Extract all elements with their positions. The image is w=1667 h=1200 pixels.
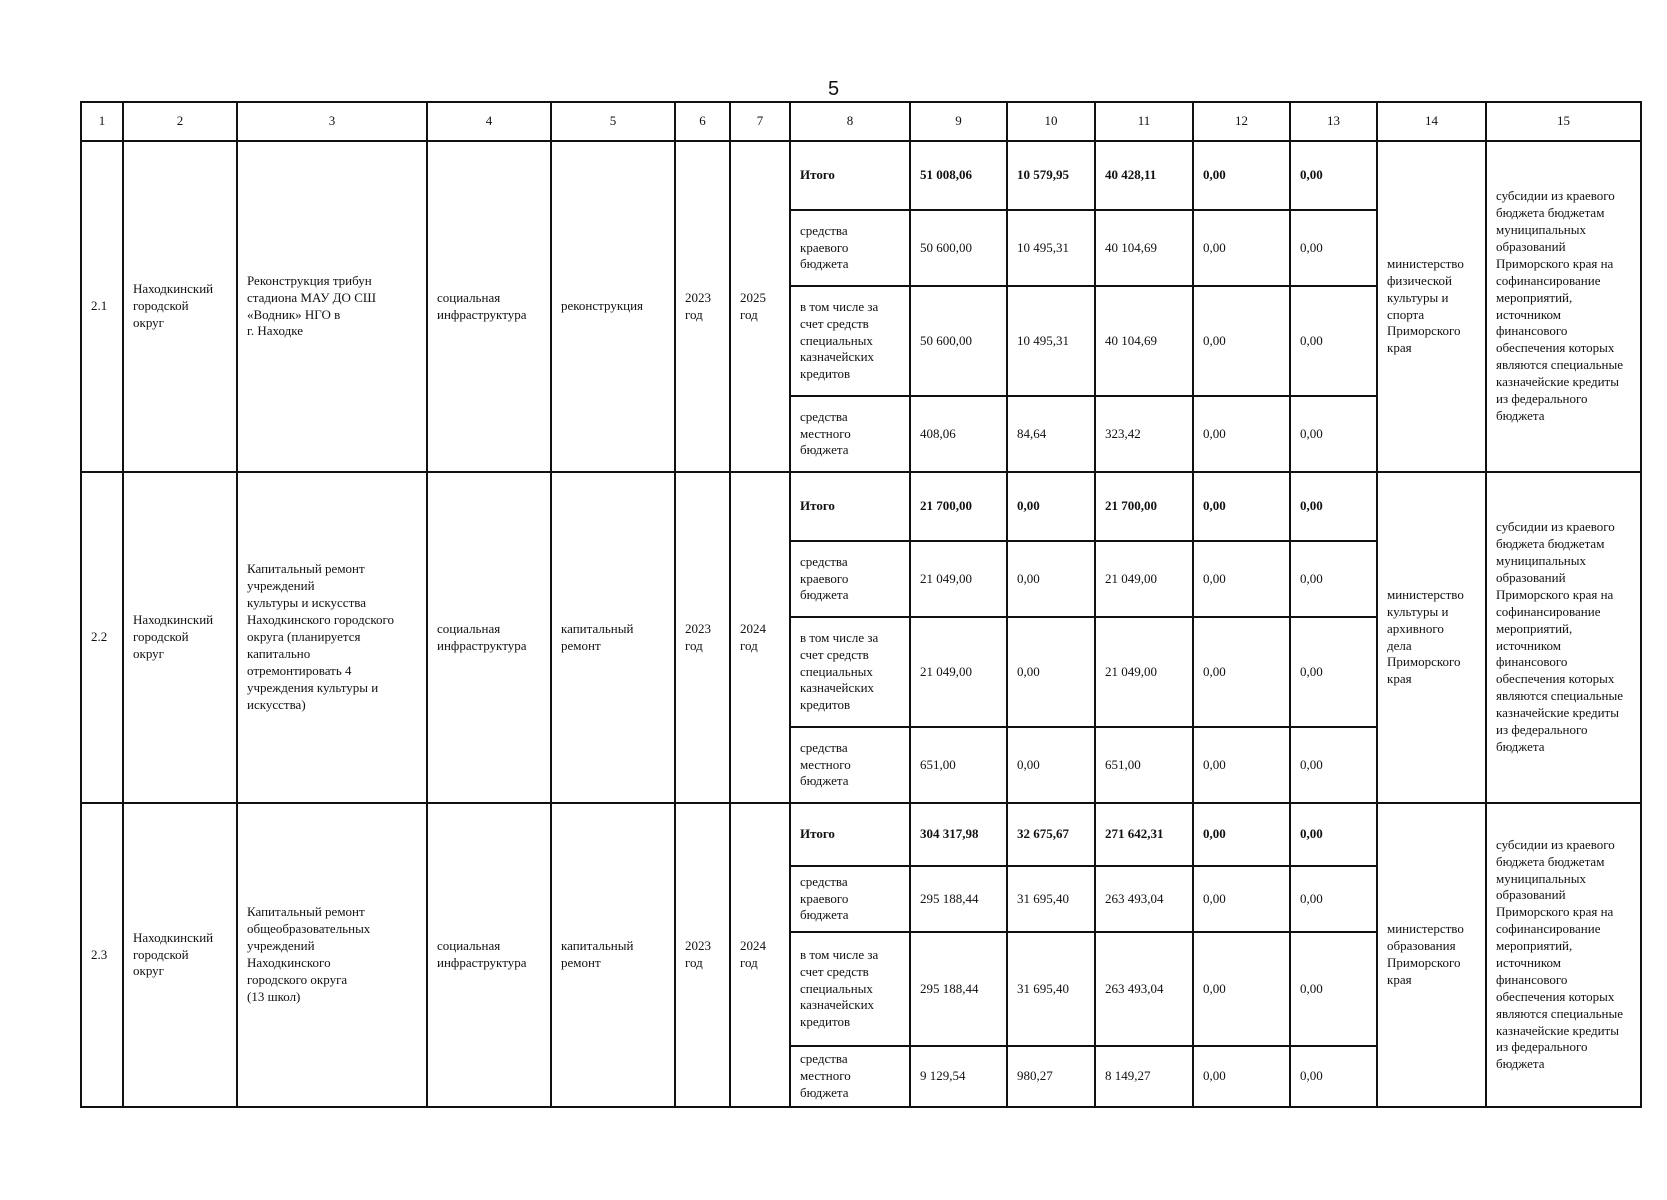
funding-source-label: средства краевого бюджета	[790, 541, 910, 617]
column-number: 13	[1290, 102, 1377, 141]
amount-cell: 323,42	[1095, 396, 1193, 472]
amount-cell: 0,00	[1290, 1046, 1377, 1107]
amount-cell: 0,00	[1290, 803, 1377, 866]
amount-cell: 8 149,27	[1095, 1046, 1193, 1107]
work-type-cell: капитальный ремонт	[551, 803, 675, 1107]
amount-cell: 0,00	[1007, 541, 1095, 617]
amount-cell: 651,00	[910, 727, 1007, 803]
amount-cell: 40 428,11	[1095, 141, 1193, 210]
start-year-cell: 2023 год	[675, 803, 730, 1107]
amount-cell: 0,00	[1290, 932, 1377, 1046]
amount-cell: 0,00	[1007, 727, 1095, 803]
table-row-2-1-total	[81, 141, 1641, 210]
column-number: 4	[427, 102, 551, 141]
category-cell: социальная инфраструктура	[427, 472, 551, 803]
amount-cell: 0,00	[1193, 866, 1290, 932]
amount-cell: 21 700,00	[910, 472, 1007, 541]
amount-cell: 0,00	[1193, 803, 1290, 866]
amount-cell: 10 579,95	[1007, 141, 1095, 210]
work-type-cell: реконструкция	[551, 141, 675, 472]
funding-note-cell: субсидии из краевого бюджета бюджетам муниципальных образований Приморского края на софинансирование мероприятий, источником финансового обеспечения которых являются специальные казначейские кредиты из федерального бюджета	[1486, 472, 1641, 803]
amount-cell: 263 493,04	[1095, 932, 1193, 1046]
end-year-cell: 2024 год	[730, 472, 790, 803]
amount-cell: 0,00	[1290, 286, 1377, 396]
column-number: 15	[1486, 102, 1641, 141]
funding-note-cell: субсидии из краевого бюджета бюджетам муниципальных образований Приморского края на софинансирование мероприятий, источником финансового обеспечения которых являются специальные казначейские кредиты из федерального бюджета	[1486, 141, 1641, 472]
ministry-cell: министерство физической культуры и спорта Приморского края	[1377, 141, 1486, 472]
amount-cell: 50 600,00	[910, 210, 1007, 286]
amount-cell: 0,00	[1193, 472, 1290, 541]
amount-cell: 0,00	[1193, 1046, 1290, 1107]
funding-source-label: в том числе за счет средств специальных казначейских кредитов	[790, 617, 910, 727]
amount-cell: 295 188,44	[910, 866, 1007, 932]
funding-source-label: средства краевого бюджета	[790, 210, 910, 286]
amount-cell: 0,00	[1193, 210, 1290, 286]
amount-cell: 0,00	[1290, 396, 1377, 472]
municipality-cell: Находкинский городской округ	[123, 472, 237, 803]
category-cell: социальная инфраструктура	[427, 141, 551, 472]
amount-cell: 651,00	[1095, 727, 1193, 803]
amount-cell: 51 008,06	[910, 141, 1007, 210]
amount-cell: 31 695,40	[1007, 866, 1095, 932]
funding-source-label: в том числе за счет средств специальных казначейских кредитов	[790, 932, 910, 1046]
column-number: 7	[730, 102, 790, 141]
funding-source-label: средства местного бюджета	[790, 1046, 910, 1107]
amount-cell: 295 188,44	[910, 932, 1007, 1046]
amount-cell: 0,00	[1193, 286, 1290, 396]
municipality-cell: Находкинский городской округ	[123, 141, 237, 472]
amount-cell: 408,06	[910, 396, 1007, 472]
amount-cell: 21 049,00	[910, 541, 1007, 617]
funding-source-label: Итого	[790, 141, 910, 210]
amount-cell: 32 675,67	[1007, 803, 1095, 866]
amount-cell: 10 495,31	[1007, 286, 1095, 396]
amount-cell: 84,64	[1007, 396, 1095, 472]
amount-cell: 0,00	[1193, 541, 1290, 617]
table-row-2-2-total	[81, 472, 1641, 541]
amount-cell: 0,00	[1007, 617, 1095, 727]
funding-source-label: Итого	[790, 472, 910, 541]
amount-cell: 980,27	[1007, 1046, 1095, 1107]
funding-source-label: средства краевого бюджета	[790, 866, 910, 932]
column-number: 6	[675, 102, 730, 141]
amount-cell: 0,00	[1193, 727, 1290, 803]
amount-cell: 0,00	[1193, 617, 1290, 727]
end-year-cell: 2024 год	[730, 803, 790, 1107]
column-number: 2	[123, 102, 237, 141]
ministry-cell: министерство культуры и архивного дела Приморского края	[1377, 472, 1486, 803]
amount-cell: 0,00	[1290, 541, 1377, 617]
amount-cell: 9 129,54	[910, 1046, 1007, 1107]
start-year-cell: 2023 год	[675, 141, 730, 472]
amount-cell: 304 317,98	[910, 803, 1007, 866]
item-code: 2.2	[81, 472, 123, 803]
amount-cell: 21 049,00	[1095, 617, 1193, 727]
work-type-cell: капитальный ремонт	[551, 472, 675, 803]
column-number: 1	[81, 102, 123, 141]
amount-cell: 0,00	[1193, 932, 1290, 1046]
end-year-cell: 2025 год	[730, 141, 790, 472]
table-row-2-3-total	[81, 803, 1641, 866]
project-name-cell: Капитальный ремонт общеобразовательных учреждений Находкинского городского округа (13 школ)	[237, 803, 427, 1107]
amount-cell: 0,00	[1193, 396, 1290, 472]
funding-source-label: в том числе за счет средств специальных казначейских кредитов	[790, 286, 910, 396]
amount-cell: 21 700,00	[1095, 472, 1193, 541]
page-number: 5	[827, 78, 840, 100]
column-number: 3	[237, 102, 427, 141]
amount-cell: 0,00	[1290, 210, 1377, 286]
amount-cell: 0,00	[1290, 141, 1377, 210]
item-code: 2.3	[81, 803, 123, 1107]
ministry-cell: министерство образования Приморского края	[1377, 803, 1486, 1107]
column-number: 10	[1007, 102, 1095, 141]
funding-source-label: Итого	[790, 803, 910, 866]
column-number: 8	[790, 102, 910, 141]
amount-cell: 0,00	[1290, 617, 1377, 727]
funding-source-label: средства местного бюджета	[790, 396, 910, 472]
amount-cell: 0,00	[1007, 472, 1095, 541]
investment-table	[80, 101, 1642, 1108]
amount-cell: 0,00	[1290, 866, 1377, 932]
amount-cell: 0,00	[1193, 141, 1290, 210]
start-year-cell: 2023 год	[675, 472, 730, 803]
column-number: 11	[1095, 102, 1193, 141]
amount-cell: 0,00	[1290, 727, 1377, 803]
amount-cell: 10 495,31	[1007, 210, 1095, 286]
category-cell: социальная инфраструктура	[427, 803, 551, 1107]
municipality-cell: Находкинский городской округ	[123, 803, 237, 1107]
amount-cell: 40 104,69	[1095, 210, 1193, 286]
item-code: 2.1	[81, 141, 123, 472]
project-name-cell: Капитальный ремонт учреждений культуры и искусства Находкинского городского округа (планируется капитально отремонтировать 4 учреждения культуры и искусства)	[237, 472, 427, 803]
column-number: 12	[1193, 102, 1290, 141]
amount-cell: 21 049,00	[910, 617, 1007, 727]
funding-source-label: средства местного бюджета	[790, 727, 910, 803]
column-number: 9	[910, 102, 1007, 141]
column-number: 5	[551, 102, 675, 141]
amount-cell: 40 104,69	[1095, 286, 1193, 396]
amount-cell: 263 493,04	[1095, 866, 1193, 932]
project-name-cell: Реконструкция трибун стадиона МАУ ДО СШ «Водник» НГО в г. Находке	[237, 141, 427, 472]
funding-note-cell: субсидии из краевого бюджета бюджетам муниципальных образований Приморского края на софинансирование мероприятий, источником финансового обеспечения которых являются специальные казначейские кредиты из федерального бюджета	[1486, 803, 1641, 1107]
amount-cell: 271 642,31	[1095, 803, 1193, 866]
amount-cell: 31 695,40	[1007, 932, 1095, 1046]
column-number: 14	[1377, 102, 1486, 141]
amount-cell: 21 049,00	[1095, 541, 1193, 617]
amount-cell: 0,00	[1290, 472, 1377, 541]
column-number-row	[81, 102, 1641, 141]
amount-cell: 50 600,00	[910, 286, 1007, 396]
